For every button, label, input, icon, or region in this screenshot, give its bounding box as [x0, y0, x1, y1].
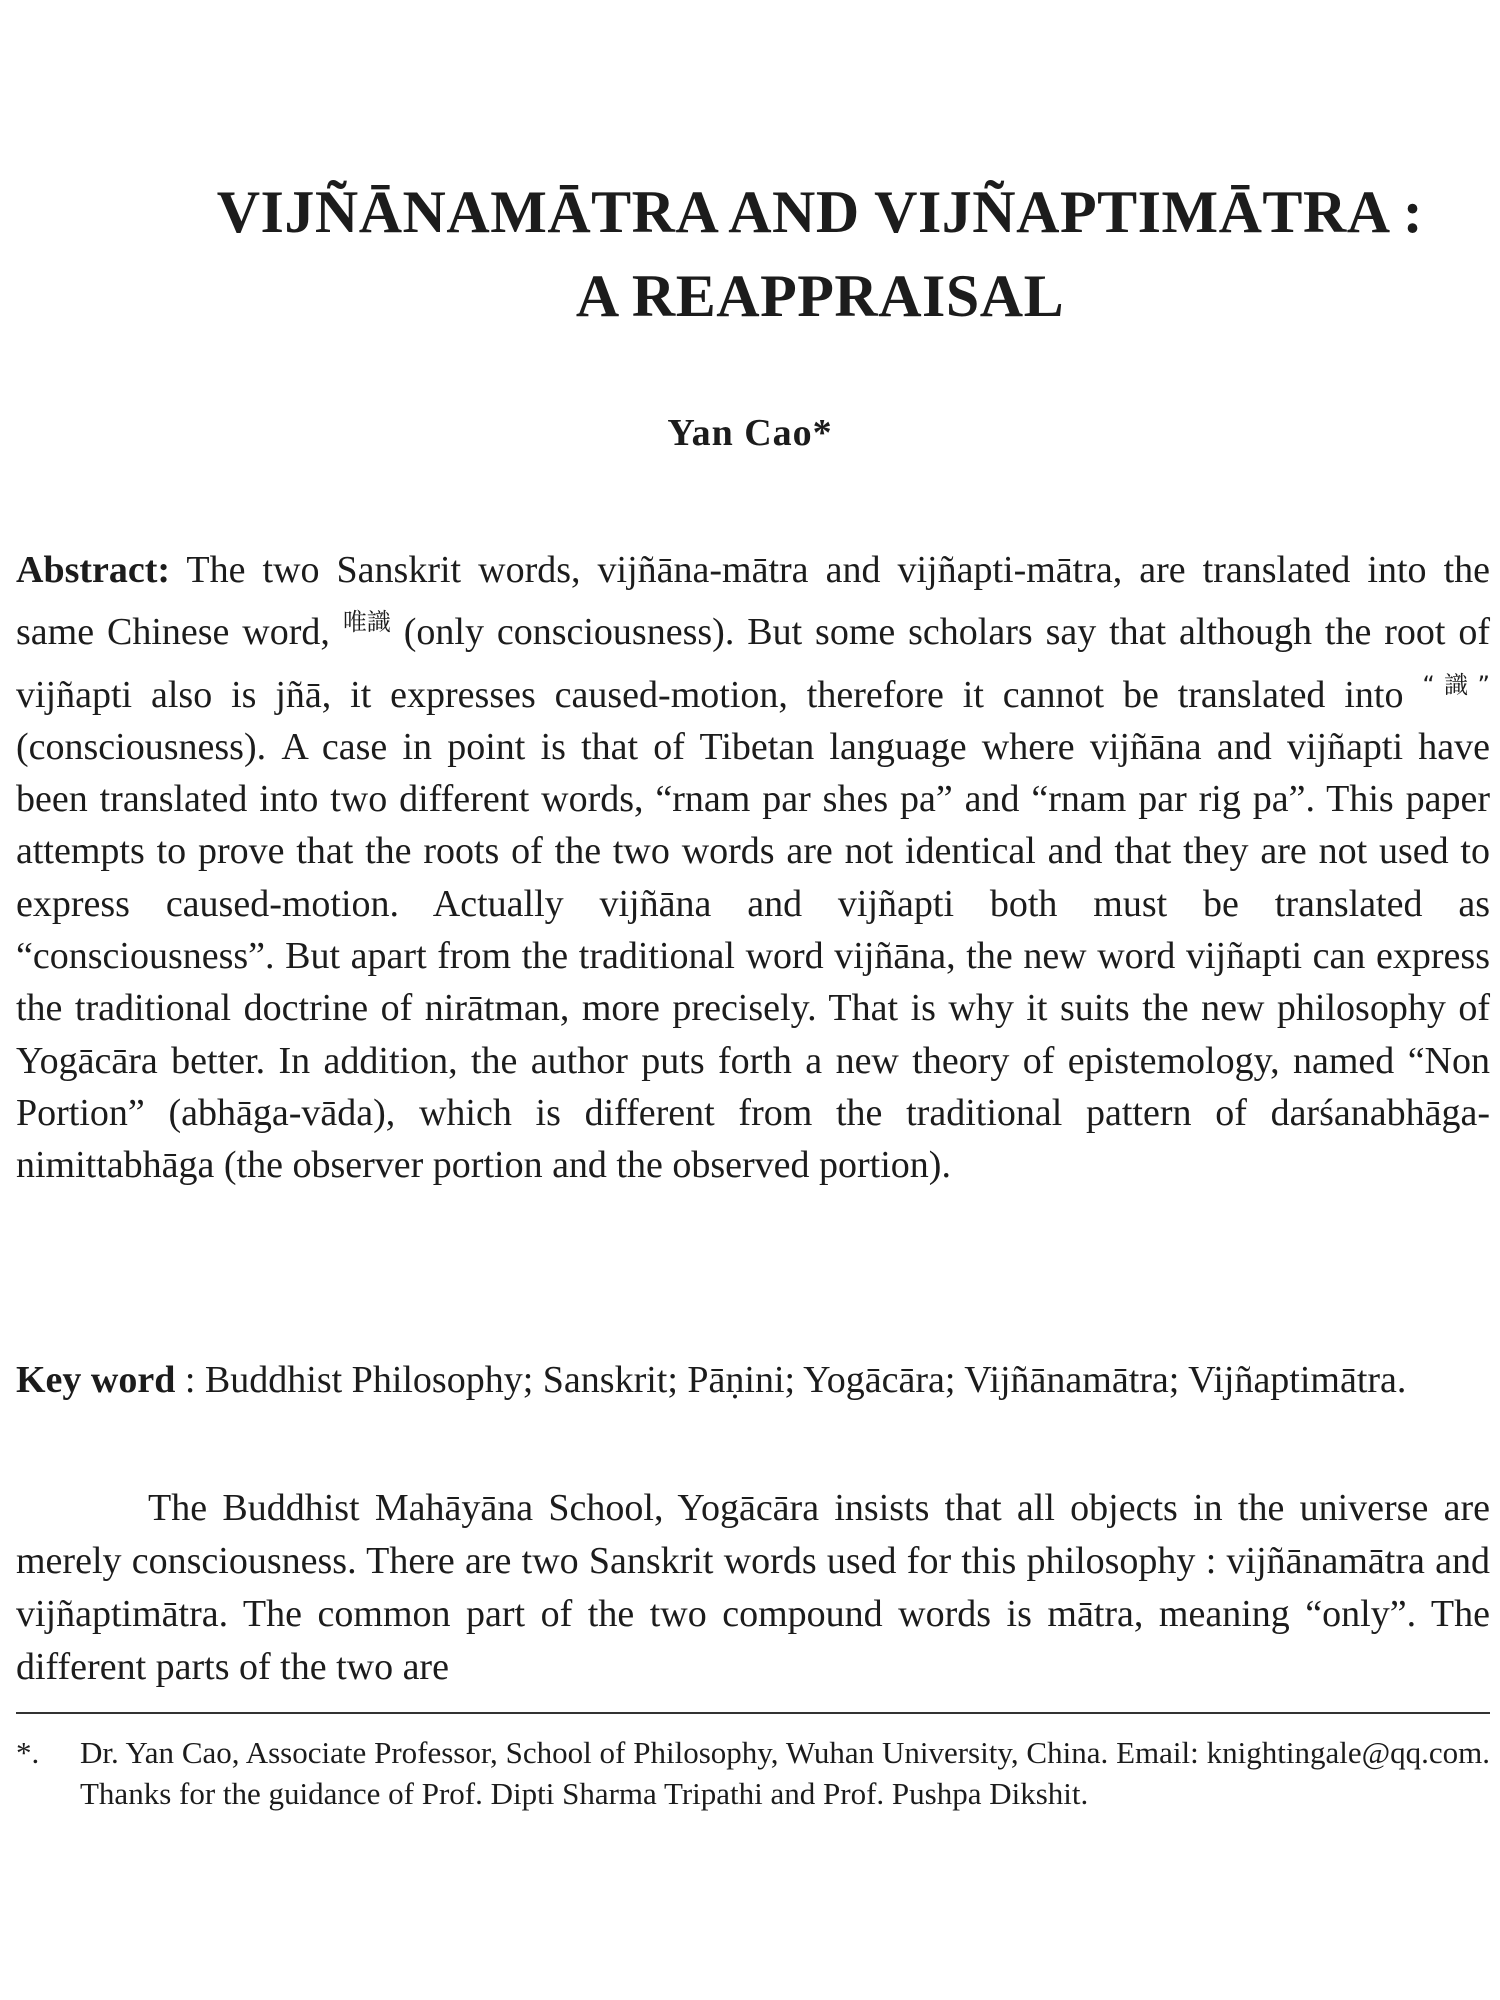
chinese-term-weishi: 唯識 [342, 608, 391, 637]
footnote [16, 1732, 1490, 1814]
paper-title [150, 170, 1490, 338]
chinese-term-shi: “識” [1422, 670, 1490, 699]
abstract-text-part-1: The two Sanskrit words, vijñāna-mātra and vijñapti-mātra, are translated into the same Chinese word, [16, 549, 1490, 654]
abstract-label: Abstract: [16, 549, 171, 591]
author-name: Yan Cao [667, 412, 813, 454]
keywords-label: Key word [16, 1359, 176, 1401]
footnote-mark: *. [16, 1735, 40, 1770]
keywords-text: : Buddhist Philosophy; Sanskrit; Pāṇini; Yogācāra; Vijñānamātra; Vijñaptimātra. [175, 1359, 1407, 1401]
author-byline [0, 408, 1500, 458]
footnote-text: Dr. Yan Cao, Associate Professor, School of Philosophy, Wuhan University, China. Email: knightingale@qq.com. Thanks for the guidance of Prof. Dipti Sharma Tripathi and Prof. Pushpa Dikshit. [80, 1735, 1490, 1811]
abstract-text-part-3: (consciousness). A case in point is that of Tibetan language where vijñāna and vijñapti have been translated into two different words, “rnam par shes pa” and “rnam par rig pa”. This paper attempts to prove that the roots of the two words are not identical and that they are not used to express caused-motion. Actually vijñāna and vijñapti both must be translated as “consciousness”. But apart from the traditional word vijñāna, the new word vijñapti can express the traditional doctrine of nirātman, more precisely. That is why it suits the new philosophy of Yogācāra better. In addition, the author puts forth a new theory of epistemology, named “Non Portion” (abhāga-vāda), which is different from the traditional pattern of darśanabhāga-nimittabhāga (the observer portion and the observed portion). [16, 725, 1490, 1187]
author-footnote-mark: * [812, 412, 833, 454]
abstract-text-part-2: (only consciousness). But some scholars say that although the root of vijñapti also is jñā, it expresses caused-motion, therefore it cannot be translated into [16, 611, 1491, 716]
paper-title-line-1: VIJÑĀNAMĀTRA AND VIJÑAPTIMĀTRA : [216, 179, 1424, 245]
abstract-paragraph [16, 544, 1490, 1192]
footnote-divider [16, 1712, 1490, 1714]
intro-paragraph: The Buddhist Mahāyāna School, Yogācāra insists that all objects in the universe are merely consciousness. There are two Sanskrit words used for this philosophy : vijñānamātra and vijñaptimātra. The common part of the two compound words is mātra, meaning “only”. The different parts of the two are [16, 1487, 1490, 1688]
keywords-paragraph [16, 1354, 1490, 1406]
paper-title-line-2: A REAPPRAISAL [575, 263, 1065, 329]
